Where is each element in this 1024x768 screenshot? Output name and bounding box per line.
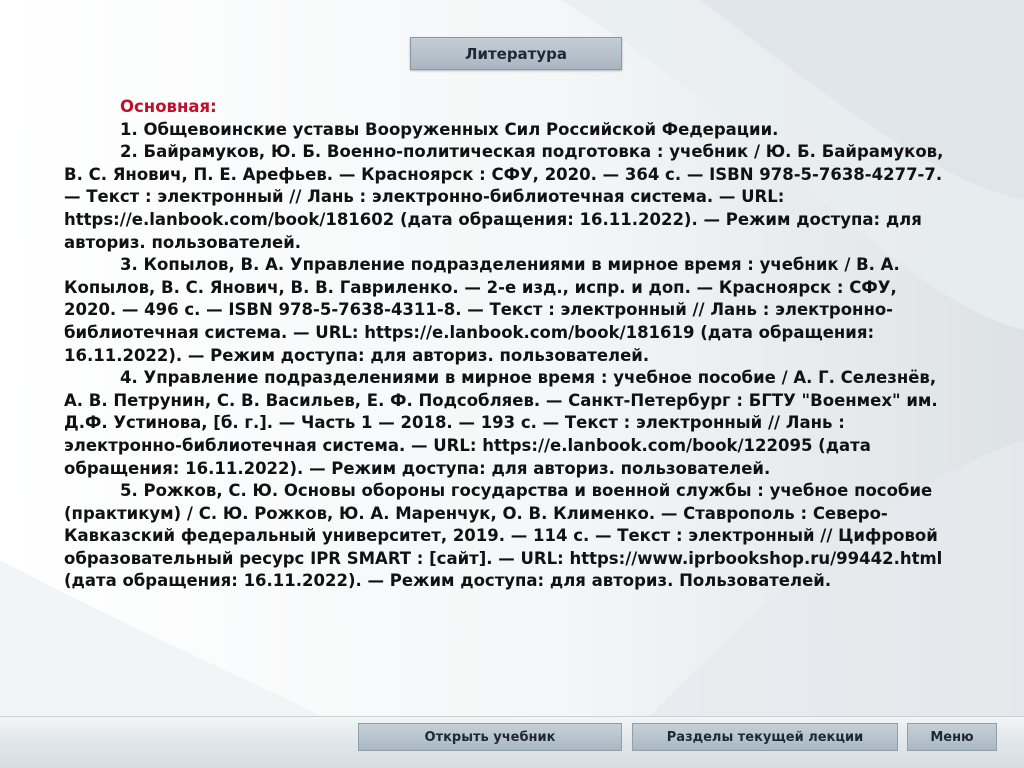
menu-button[interactable]: Меню: [907, 723, 997, 751]
lecture-sections-button[interactable]: Разделы текущей лекции: [632, 723, 898, 751]
literature-item: 1. Общевоинские уставы Вооруженных Сил Российской Федерации.: [120, 119, 779, 139]
literature-item: 5. Рожков, С. Ю. Основы обороны государства и военной службы : учебное пособие (практикум) / С. Ю. Рожков, Ю. А. Маренчук, О. В. Клименко. — Ставрополь : Северо-Кавказский федеральный университет, 2019. — 114 с. — Текст : электронный // Цифровой образовательный ресурс IPR SMART : [сайт]. — URL: https://www.iprbookshop.ru/99442.html (дата обращения: 16.11.2022). — Режим доступа: для авториз. Пользователей.: [64, 481, 943, 591]
slide-title: Литература: [410, 37, 622, 70]
literature-item: 2. Байрамуков, Ю. Б. Военно-политическая подготовка : учебник / Ю. Б. Байрамуков, В. С. Янович, П. Е. Арефьев. — Красноярск : СФУ, 2020. — 364 с. — ISBN 978-5-7638-4277-7. — Текст : электронный // Лань : электронно-библиотечная система. — URL: https://e.lanbook.com/book/181602 (дата обращения: 16.11.2022). — Режим доступа: для авториз. пользователей.: [64, 142, 944, 252]
literature-heading: Основная:: [120, 97, 217, 116]
open-textbook-button[interactable]: Открыть учебник: [358, 723, 622, 751]
literature-list: [64, 96, 954, 593]
literature-item: 4. Управление подразделениями в мирное время : учебное пособие / А. Г. Селезнёв, А. В. Петрунин, С. В. Васильев, Е. Ф. Подсобляев. — Санкт-Петербург : БГТУ "Военмех" им. Д.Ф. Устинова, [б. г.]. — Часть 1 — 2018. — 193 с. — Текст : электронный // Лань : электронно-библиотечная система. — URL: https://e.lanbook.com/book/122095 (дата обращения: 16.11.2022). — Режим доступа: для авториз. пользователей.: [64, 368, 938, 478]
literature-item: 3. Копылов, В. А. Управление подразделениями в мирное время : учебник / В. А. Копылов, В. С. Янович, В. В. Гавриленко. — 2-е изд., испр. и доп. — Красноярск : СФУ, 2020. — 496 с. — ISBN 978-5-7638-4311-8. — Текст : электронный // Лань : электронно-библиотечная система. — URL: https://e.lanbook.com/book/181619 (дата обращения: 16.11.2022). — Режим доступа: для авториз. пользователей.: [64, 255, 900, 365]
